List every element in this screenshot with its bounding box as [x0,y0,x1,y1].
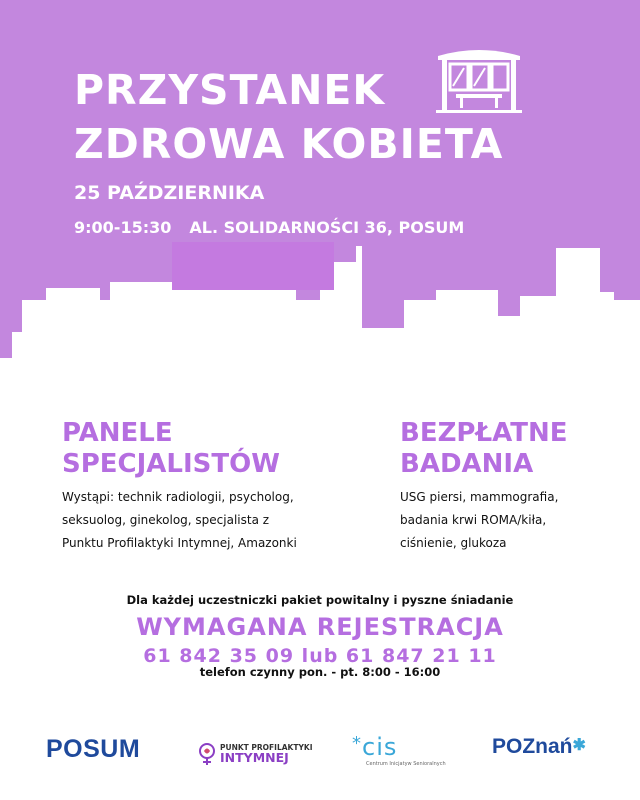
bus-stop-icon [436,46,522,114]
tests-line-2: badania krwi ROMA/kiła, [400,513,547,527]
tests-heading-line2: BADANIA [400,449,534,479]
panels-line-1: Wystąpi: technik radiologii, psycholog, [62,490,294,504]
poznan-logo-word: POZnań [492,735,573,758]
event-location: AL. SOLIDARNOŚCI 36, POSUM [189,218,465,237]
ppi-logo-bottom: INTYMNEJ [220,750,289,766]
tests-line-3: ciśnienie, glukoza [400,536,507,550]
cis-logo-subtitle: Centrum Inicjatyw Senioralnych [366,761,446,767]
registration-hours: telefon czynny pon. - pt. 8:00 - 16:00 [199,665,441,679]
gift-text: Dla każdej uczestniczki pakiet powitalny i pyszne śniadanie [126,593,514,607]
event-time-location [74,218,464,237]
ppi-logo-top: PUNKT PROFILAKTYKI [220,742,313,752]
panels-line-2: seksuolog, ginekolog, specjalista z [62,513,270,527]
tests-heading [400,418,568,480]
event-date: 25 PAŹDZIERNIKA [74,182,265,204]
ppi-logo-text [220,744,313,765]
panels-heading-line1: PANELE [62,418,173,448]
ppi-emblem-icon [198,742,216,766]
event-time: 9:00-15:30 [74,218,172,237]
event-title-line1: PRZYSTANEK [74,66,386,114]
event-title-line2: ZDROWA KOBIETA [74,120,504,168]
tests-line-1: USG piersi, mammografia, [400,490,559,504]
panels-heading [62,418,280,480]
ppi-logo [198,742,313,766]
cis-star-icon: * [352,733,362,754]
tests-heading-line1: BEZPŁATNE [400,418,568,448]
panels-line-3: Punktu Profilaktyki Intymnej, Amazonki [62,536,297,550]
poznan-logo [492,735,586,759]
registration-title: WYMAGANA REJESTRACJA [136,613,504,641]
tests-description [400,486,620,555]
panels-description [62,486,362,555]
panels-heading-line2: SPECJALISTÓW [62,449,280,479]
cis-logo-word: cis [362,733,398,761]
cis-logo [352,733,446,767]
cis-logo-text [352,733,446,761]
poznan-star-icon: ✱ [572,737,586,754]
registration-phones[interactable]: 61 842 35 09 lub 61 847 21 11 [143,645,497,667]
posum-logo: POSUM [46,735,141,763]
